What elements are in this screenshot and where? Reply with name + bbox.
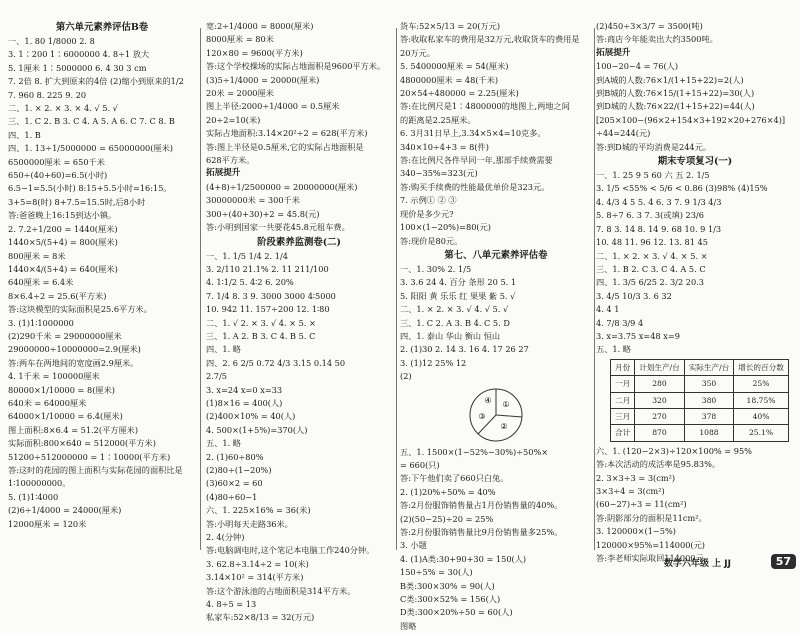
answer-line: 2. 3×3÷3 = 3(cm²) xyxy=(596,472,676,483)
pie-label: ③ xyxy=(478,411,486,421)
answer-line: 六、1. (120−2×3)÷120×100% = 95% xyxy=(596,445,752,456)
answer-line: 150÷5% = 30(人) xyxy=(400,567,473,578)
answer-line: 二、1. × 2. × 3. √ 4. √ 5. √ xyxy=(400,304,509,315)
answer-line: 答:在比例尺是1∶4800000的地图上,两地之间 xyxy=(400,101,570,112)
answer-line: 四、1. 13÷1/5000000 = 65000000(厘米) xyxy=(8,143,174,154)
answer-line: 1∶100000000。 xyxy=(8,478,71,489)
table-cell: 350 xyxy=(684,376,734,392)
answer-line: 3. x=3.75 x=48 x=9 xyxy=(596,330,680,341)
answer-line: 2. 4(分钟) xyxy=(206,532,245,543)
production-table xyxy=(610,359,789,442)
answer-line: 5. (1)1∶4000 xyxy=(8,491,59,502)
section-title: 第七、八单元素养评估卷 xyxy=(444,249,548,261)
answer-line: 20×54÷480000 = 2.25(厘米) xyxy=(400,88,519,99)
answer-line: 80000×1/10000 = 8(厘米) xyxy=(8,384,115,395)
answer-line: 6. 3月31日早上,3.34×5×4=10克多。 xyxy=(400,128,546,139)
answer-line: 答:收取私家车的费用是32万元,收取货车的费用是 xyxy=(400,34,580,45)
answer-line: 12000厘米 = 120米 xyxy=(8,518,87,529)
answer-line: 3. x=24 x=0 x=33 xyxy=(206,384,283,395)
answer-line: 三、1. A 2. B 3. C 4. B 5. C xyxy=(206,330,316,341)
answer-line: 五、1. 略 xyxy=(596,344,631,355)
table-cell: 320 xyxy=(635,392,685,408)
answer-line: 二、1. × 2. × 3. √ 4. × 5. × xyxy=(596,250,708,261)
answer-line: 答:现价是80元。 xyxy=(400,235,463,246)
answer-line: 628平方米。 xyxy=(206,155,255,166)
answer-line: 一、1. 25 9 5 60 六 五 2. 1/5 xyxy=(596,170,710,181)
table-row xyxy=(611,408,789,424)
table-header-cell: 实际生产/台 xyxy=(684,359,734,375)
answer-line: 图上面积:8×6.4 = 51.2(平方厘米) xyxy=(8,424,139,435)
answer-line: 64000×1/10000 = 6.4(厘米) xyxy=(8,411,123,422)
answer-line: 6500000厘米 = 650千米 xyxy=(8,156,105,167)
answer-line: (2)290千米 = 29000000厘米 xyxy=(8,330,122,341)
answer-line: 宽:2÷1/4000 = 8000(厘米) xyxy=(206,21,314,31)
answer-line: 答:下午他们卖了660只白兔。 xyxy=(400,473,509,484)
answer-line: 现价是多少元? xyxy=(400,208,454,219)
section-title: 阶段素养监测卷(二) xyxy=(257,236,341,248)
answer-line: 340×10÷4+3 = 8(件) xyxy=(400,141,489,152)
answer-line: 2. (1)20%÷50% = 40% xyxy=(400,486,496,497)
answer-line: 4. 1∶1/2 5. 4∶2 6. 20% xyxy=(206,277,294,288)
answer-line: (2)450÷3×3/7 = 3500(吨) xyxy=(596,21,703,31)
answer-line: 8000厘米 = 80米 xyxy=(206,34,274,45)
table-header-cell: 增长的百分数 xyxy=(734,359,789,375)
table-row xyxy=(611,392,789,408)
answer-line: 答:2月份服饰销售量占1月份销售量的40%。 xyxy=(400,500,563,511)
answer-line: 7. 960 8. 225 9. 20 xyxy=(8,89,87,100)
answer-line: 答:2月份服饰销售量比9月份销售量多25%。 xyxy=(400,527,563,537)
answer-line: 答:小明到国家一共要花45.8元租车费。 xyxy=(206,222,350,233)
answer-line: 7. 8 3. 14 8. 14 9. 68 10. 9 1/3 xyxy=(596,223,722,234)
answer-line: 五、1. 1500×(1−52%−30%)÷50%× xyxy=(400,446,549,457)
pie-sketch xyxy=(468,387,524,443)
answer-line: 5. 1厘米 1∶5000000 6. 4 30 3 cm xyxy=(8,62,147,73)
table-cell: 一月 xyxy=(611,376,635,392)
answer-line: 到D城的人数:76×22/(1+15+22)=44(人) xyxy=(596,101,755,112)
pie-label: ① xyxy=(502,399,510,409)
answer-line: 5. 阳阳 黄 乐乐 红 果果 紫 5. √ xyxy=(400,290,516,301)
answer-line: 一、1. 30% 2. 1/5 xyxy=(400,263,472,274)
answer-line: (2)6÷1/4000 = 24000(厘米) xyxy=(8,505,122,516)
answer-line: (60−27)÷3 = 11(cm²) xyxy=(596,499,687,510)
answer-line: 4. 4 1 xyxy=(596,304,620,315)
answer-line: 3+5=8(时) 8+7.5=15.5时,后8小时 xyxy=(8,196,146,207)
answer-line: 答:本次活动的成活率是95.83%。 xyxy=(596,459,721,470)
table-cell: 40% xyxy=(734,408,789,424)
table-cell: 合计 xyxy=(611,425,635,441)
column-4 xyxy=(596,20,794,565)
answer-line: 120×80 = 9600(平方米) xyxy=(206,47,303,58)
answer-line: (1)8×16 = 400(人) xyxy=(206,397,283,408)
answer-line: 20÷2=10(米) xyxy=(206,114,261,125)
answer-line: 800厘米 = 8米 xyxy=(8,250,66,261)
table-row xyxy=(611,425,789,441)
answer-line: (2)(50−25)÷20 = 25% xyxy=(400,513,494,524)
answer-line: (4)80÷60−1 xyxy=(206,491,258,502)
answer-line: 5. 8÷7 6. 3 7. 3(或填) 23/6 xyxy=(596,210,704,221)
answer-line: 640米 = 64000厘米 xyxy=(8,397,87,408)
answer-line: 5. 5400000厘米 = 54(厘米) xyxy=(400,61,509,72)
answer-line: (4+8)÷1/2500000 = 20000000(厘米) xyxy=(206,181,358,192)
answer-line: 30000000米 = 300千米 xyxy=(206,195,300,206)
answer-line: 640厘米 = 6.4米 xyxy=(8,277,74,288)
column-1 xyxy=(8,20,196,531)
answer-line: 答:在比例尺各件早同一年,那部手续费需要 xyxy=(400,155,553,166)
answer-line: 三、1. B 2. C 3. C 4. A 5. C xyxy=(596,263,706,274)
answer-line: 实际占地面积:3.14×20²÷2 = 628(平方米) xyxy=(206,128,368,139)
table-cell: 1088 xyxy=(684,425,734,441)
answer-line: 六、1. 225×16% = 36(米) xyxy=(206,505,311,516)
table-header-cell: 计划生产/台 xyxy=(635,359,685,375)
answer-line: 答:这个学校操场的实际占地面积是9600平方米。 xyxy=(206,61,386,72)
answer-line: 2. 7.2÷1/200 = 1440(厘米) xyxy=(8,223,118,234)
answer-line: [205×100−(96×2+154×3+192×20+276×4)] xyxy=(596,114,786,125)
answer-line: 3.14×10² = 314(平方米) xyxy=(206,572,304,583)
pie-label: ② xyxy=(500,421,508,431)
answer-line: 答:这时的花园的图上面积与实际花园的面积比是 xyxy=(8,465,183,475)
answer-line: 3. 62.8÷3.14÷2 = 10(米) xyxy=(206,558,309,569)
answer-line: 到B城的人数:76×15/(1+15+22)=30(人) xyxy=(596,88,755,99)
answer-line: 3. 小题 xyxy=(400,540,427,551)
table-cell: 25.1% xyxy=(734,425,789,441)
column-divider xyxy=(200,28,201,550)
table-cell: 18.75% xyxy=(734,392,789,408)
answer-line: 340−35%=323(元) xyxy=(400,168,478,179)
answer-line: 100−20−4 = 76(人) xyxy=(596,61,679,72)
answer-line: 三、1. C 2. A 3. B 4. C 5. D xyxy=(400,317,510,328)
answer-line: 4. (1)A类:30+90+30 = 150(人) xyxy=(400,553,527,564)
answer-line: 三、1. C 2. B 3. C 4. A 5. A 6. C 7. C 8. B xyxy=(8,116,175,127)
column-3 xyxy=(400,20,592,633)
answer-line: 20米 = 2000厘米 xyxy=(206,88,274,99)
answer-line: 答:小明每天走路36米。 xyxy=(206,518,293,529)
answer-line: 4. 4/3 4 5 5. 4 6. 3 7. 9 1/3 4/3 xyxy=(596,196,722,207)
answer-line: 二、1. × 2. × 3. × 4. √ 5. √ xyxy=(8,103,118,114)
answer-line: 图略 xyxy=(400,620,417,631)
answer-line: 的距离是2.25厘米。 xyxy=(400,114,476,125)
answer-line: (2)80÷(1−20%) xyxy=(206,465,272,475)
answer-line: 答:这个游泳池的占地面积是314平方米。 xyxy=(206,585,356,596)
table-cell: 三月 xyxy=(611,408,635,424)
answer-line: 1440×5/(5+4) = 800(厘米) xyxy=(8,237,118,248)
answer-line: 一、1. 80 1/8000 2. 8 xyxy=(8,36,95,46)
subsection-title: 拓展提升 xyxy=(596,47,631,58)
column-divider xyxy=(396,28,397,550)
answer-line: 五、1. 略 xyxy=(206,438,241,449)
answer-line: 答:这块模型的实际面积是25.6平方米。 xyxy=(8,304,152,315)
pie-label: ④ xyxy=(484,395,492,405)
table-cell: 270 xyxy=(635,408,685,424)
answer-line: 答:阴影部分的面积是11cm²。 xyxy=(596,512,707,523)
answer-line: 答:电脑调电时,这个笔记本电脑工作240分钟。 xyxy=(206,545,375,556)
table-cell: 二月 xyxy=(611,392,635,408)
answer-line: 3×3÷4 = 3(cm²) xyxy=(596,486,665,496)
answer-line: (3)5÷1/4000 = 20000(厘米) xyxy=(206,74,320,85)
answer-line: 4. 500×(1+5%)=370(人) xyxy=(206,424,308,435)
page-footer xyxy=(654,552,800,572)
answer-line: 4. 1千米 = 100000厘米 xyxy=(8,371,100,382)
answer-line: 29000000÷10000000=2.9(厘米) xyxy=(8,344,141,355)
answer-line: 3. 4/5 10/3 3. 6 32 xyxy=(596,290,672,301)
table-cell: 380 xyxy=(684,392,734,408)
table-cell: 25% xyxy=(734,376,789,392)
answer-line: B类:300×30% = 90(人) xyxy=(400,580,495,591)
answer-line: 3. (1)12 25% 12 xyxy=(400,357,467,368)
answer-line: 120000×95%=114000(元) xyxy=(596,539,706,550)
answer-line: 51200÷512000000 = 1∶10000(平方米) xyxy=(8,451,171,462)
answer-line: 实际面积:800×640 = 512000(平方米) xyxy=(8,438,156,449)
column-divider xyxy=(594,28,595,550)
answer-line: 答:图上半径是0.5厘米,它的实际占地面积是 xyxy=(206,141,364,152)
section-title: 第六单元素养评估B卷 xyxy=(55,22,149,33)
answer-line: 答:李老师实际取回114000元。 xyxy=(596,553,712,564)
answer-line: 650÷(40+60)=6.5(小时) xyxy=(8,170,108,181)
answer-line: 到A城的人数:76×1/(1+15+22)=2(人) xyxy=(596,74,744,85)
answer-line: 1440×4/(5+4) = 640(厘米) xyxy=(8,263,118,274)
answer-line: 3. 3.6 24 4. 百分 条形 20 5. 1 xyxy=(400,277,517,288)
production-table-wrap xyxy=(610,359,794,442)
column-2 xyxy=(206,20,392,625)
answer-line: 图上半径:2000÷1/4000 = 0.5厘米 xyxy=(206,101,340,112)
answer-line: 一、1. 1/5 1/4 2. 1/4 xyxy=(206,250,288,261)
answer-line: 四、1. 3/5 6/25 2. 3/2 20.3 xyxy=(596,277,704,288)
answer-line: 4. 7/8 3/9 4 xyxy=(596,317,644,328)
answer-line: 货车:52×5/13 = 20(万元) xyxy=(400,21,501,31)
answer-line: 四、1. 泰山 华山 衡山 恒山 xyxy=(400,330,501,341)
answer-line: (2) xyxy=(400,371,412,382)
answer-line: 100×(1−20%)=80(元) xyxy=(400,222,491,233)
answer-line: 四、2. 6 2/5 0.72 4/3 3.15 0.14 50 xyxy=(206,357,346,368)
answer-line: 3. 1/5 <55% < 5/6 < 0.86 (3)98% (4)15% xyxy=(596,183,768,194)
pie-divider xyxy=(496,415,522,417)
answer-line: 3. 120000×(1−5%) xyxy=(596,526,676,537)
answer-line: 7. 1/4 8. 3 9. 3000 3000 4∶5000 xyxy=(206,290,336,301)
answer-line: 10. 48 11. 96 12. 13. 81 45 xyxy=(596,237,708,248)
answer-line: 3. 2/110 21.1% 2. 11 211/100 xyxy=(206,263,329,274)
answer-line: 2.7/5 xyxy=(206,371,227,382)
page-number: 57 xyxy=(771,554,796,569)
answer-line: 答:爸爸晚上16:15到达小镇。 xyxy=(8,210,117,221)
answer-line: 8×6.4÷2 = 25.6(平方米) xyxy=(8,290,107,301)
table-cell: 280 xyxy=(635,376,685,392)
answer-line: 7. 2倍 8. 扩大到原来的4倍 (2)缩小到原来的1/2 xyxy=(8,76,184,87)
answer-line: 私家车:52×8/13 = 32(万元) xyxy=(206,612,315,623)
section-title: 期末专项复习(一) xyxy=(657,156,733,168)
answer-line: 6.5−1=5.5(小时) 8:15+5.5小时=16:15。 xyxy=(8,183,172,194)
answer-line: 3. 1∶200 1∶6000000 4. 8÷1 放大 xyxy=(8,49,150,60)
answer-line: 答:到D城的平均消费是244元。 xyxy=(596,141,712,152)
answer-line: (2)400×10% = 40(人) xyxy=(206,411,296,422)
answer-line: 3. (1)1∶1000000 xyxy=(8,317,74,328)
footer-subject: 数学六年级 上 JJ xyxy=(664,559,731,569)
answer-line: 二、1. √ 2. × 3. √ 4. × 5. × xyxy=(206,317,316,328)
answer-line: 4. 8÷5 = 13 xyxy=(206,599,257,610)
answer-line: ÷44=244(元) xyxy=(596,128,651,139)
answer-line: 300÷(40+30)+2 = 45.8(元) xyxy=(206,208,320,219)
answer-line: 答:商店今年能卖出大约3500吨。 xyxy=(596,34,718,45)
answer-line: C类:300×52% = 156(人) xyxy=(400,594,501,605)
answer-line: 四、1. 略 xyxy=(206,344,241,355)
table-cell: 870 xyxy=(635,425,685,441)
table-header-cell: 月份 xyxy=(611,359,635,375)
answer-line: 答:购买手续费的性能最优单价是323元。 xyxy=(400,181,550,192)
answer-line: 10. 942 11. 157÷200 12. 1∶80 xyxy=(206,304,330,315)
answer-line: 2. (1)30 2. 14 3. 16 4. 17 26 27 xyxy=(400,344,529,355)
table-row xyxy=(611,376,789,392)
answer-line: (3)60×2 = 60 xyxy=(206,478,263,489)
subsection-title: 拓展提升 xyxy=(206,168,241,179)
answer-line: = 660(只) xyxy=(400,459,440,470)
answer-line: 答:两车在两地间的宽度画2.9厘米。 xyxy=(8,357,139,368)
answer-line: 4800000厘米 = 48(千米) xyxy=(400,74,499,85)
answer-line: D类:300×20%÷50 = 60(人) xyxy=(400,607,513,618)
table-header-row xyxy=(611,359,789,375)
answer-line: 四、1. B xyxy=(8,129,41,140)
answer-line: 2. (1)60÷80% xyxy=(206,451,264,462)
table-cell: 378 xyxy=(684,408,734,424)
answer-line: 7. 示例① ② ③ xyxy=(400,195,457,206)
answer-line: 20万元。 xyxy=(400,47,435,58)
